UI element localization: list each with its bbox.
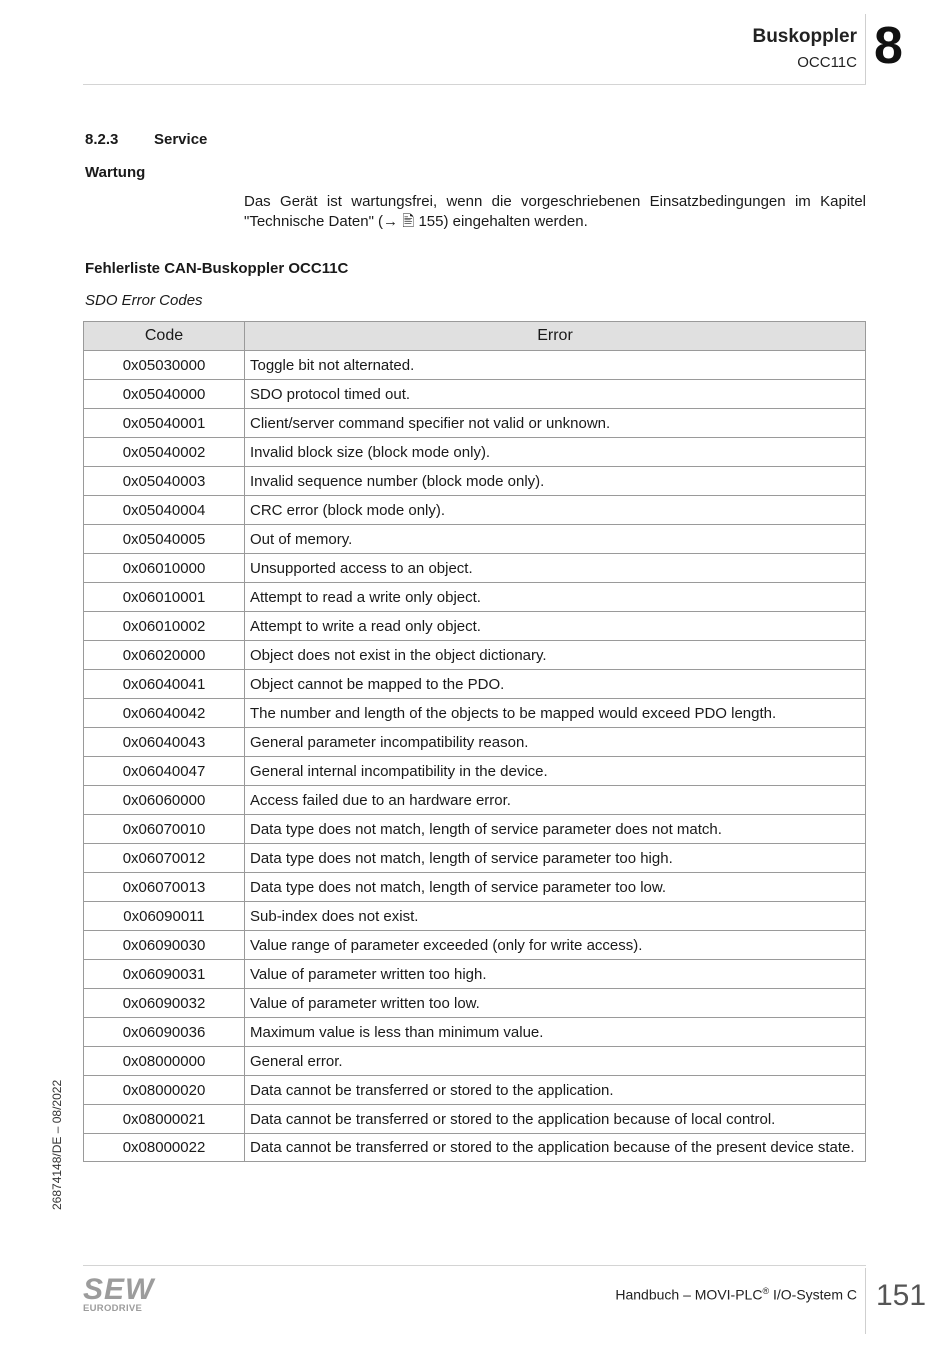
error-code-cell: 0x06040041 [84, 670, 245, 699]
error-code-cell: 0x08000021 [84, 1105, 245, 1134]
table-body [84, 351, 866, 1162]
wartung-heading: Wartung [85, 164, 146, 181]
document-id: 26874148/DE – 08/2022 [50, 1079, 64, 1210]
table-row [84, 496, 866, 525]
error-code-cell: 0x08000022 [84, 1134, 245, 1162]
table-row [84, 612, 866, 641]
page-number: 151 [876, 1279, 927, 1312]
chapter-number: 8 [874, 17, 903, 75]
error-description-cell: Data type does not match, length of service parameter too low. [245, 873, 866, 902]
error-code-cell: 0x06070010 [84, 815, 245, 844]
table-row [84, 786, 866, 815]
error-description-cell: Maximum value is less than minimum value. [245, 1018, 866, 1047]
sdo-error-table [83, 321, 866, 1162]
error-description-cell: Unsupported access to an object. [245, 554, 866, 583]
error-description-cell: Attempt to write a read only object. [245, 612, 866, 641]
error-code-cell: 0x06040042 [84, 699, 245, 728]
error-code-cell: 0x05040005 [84, 525, 245, 554]
error-code-cell: 0x06070012 [84, 844, 245, 873]
table-row [84, 554, 866, 583]
table-row [84, 1105, 866, 1134]
table-row [84, 728, 866, 757]
error-description-cell: Data type does not match, length of service parameter too high. [245, 844, 866, 873]
error-code-cell: 0x06020000 [84, 641, 245, 670]
section-title: Service [154, 131, 208, 148]
table-row [84, 1047, 866, 1076]
error-description-cell: Out of memory. [245, 525, 866, 554]
header-title: Buskoppler [752, 26, 857, 47]
table-row [84, 438, 866, 467]
table-header-row [84, 322, 866, 351]
error-description-cell: CRC error (block mode only). [245, 496, 866, 525]
error-description-cell: Data cannot be transferred or stored to the application because of the present device state. [245, 1134, 866, 1162]
error-description-cell: Sub-index does not exist. [245, 902, 866, 931]
error-code-cell: 0x06040047 [84, 757, 245, 786]
error-code-cell: 0x06010000 [84, 554, 245, 583]
error-description-cell: Client/server command specifier not valid or unknown. [245, 409, 866, 438]
table-row [84, 1076, 866, 1105]
table-row [84, 380, 866, 409]
error-description-cell: Value of parameter written too low. [245, 989, 866, 1018]
error-code-cell: 0x06060000 [84, 786, 245, 815]
footer-divider-vertical [865, 1268, 866, 1334]
footer-text [615, 1286, 857, 1303]
header-divider [83, 84, 866, 85]
table-row [84, 467, 866, 496]
registered-mark: ® [762, 1286, 770, 1296]
table-row [84, 989, 866, 1018]
error-code-cell: 0x06090030 [84, 931, 245, 960]
footer-text-main: Handbuch – MOVI-PLC [615, 1286, 763, 1303]
error-description-cell: Toggle bit not alternated. [245, 351, 866, 380]
error-code-cell: 0x08000020 [84, 1076, 245, 1105]
error-description-cell: Attempt to read a write only object. [245, 583, 866, 612]
error-description-cell: Data cannot be transferred or stored to the application. [245, 1076, 866, 1105]
table-row [84, 670, 866, 699]
table-row [84, 699, 866, 728]
logo-sub-text: EURODRIVE [83, 1303, 143, 1314]
footer-text-suffix: I/O-System C [769, 1286, 857, 1303]
error-code-cell: 0x05040004 [84, 496, 245, 525]
table-row [84, 902, 866, 931]
table-row [84, 1134, 866, 1162]
section-number: 8.2.3 [85, 131, 119, 148]
errorlist-subheading: SDO Error Codes [85, 292, 203, 309]
sew-eurodrive-logo [83, 1273, 155, 1316]
error-description-cell: Invalid sequence number (block mode only). [245, 467, 866, 496]
error-description-cell: General error. [245, 1047, 866, 1076]
table-row [84, 641, 866, 670]
error-description-cell: Access failed due to an hardware error. [245, 786, 866, 815]
error-code-cell: 0x05040003 [84, 467, 245, 496]
error-code-cell: 0x05030000 [84, 351, 245, 380]
error-description-cell: Value range of parameter exceeded (only for write access). [245, 931, 866, 960]
table-row [84, 873, 866, 902]
error-description-cell: General parameter incompatibility reason. [245, 728, 866, 757]
table-row [84, 815, 866, 844]
table-row [84, 351, 866, 380]
column-header-error: Error [245, 322, 866, 351]
error-code-cell: 0x05040000 [84, 380, 245, 409]
error-description-cell: General internal incompatibility in the device. [245, 757, 866, 786]
table-row [84, 583, 866, 612]
table-row [84, 757, 866, 786]
error-description-cell: Object cannot be mapped to the PDO. [245, 670, 866, 699]
header-subtitle: OCC11C [797, 54, 857, 71]
error-description-cell: The number and length of the objects to be mapped would exceed PDO length. [245, 699, 866, 728]
error-code-cell: 0x06010002 [84, 612, 245, 641]
error-description-cell: Object does not exist in the object dictionary. [245, 641, 866, 670]
table-row [84, 931, 866, 960]
table-row [84, 844, 866, 873]
header-divider-vertical [865, 14, 866, 84]
error-description-cell: SDO protocol timed out. [245, 380, 866, 409]
footer-divider [83, 1265, 866, 1266]
table-row [84, 525, 866, 554]
logo-main-text: SEW [83, 1273, 155, 1306]
error-code-cell: 0x06010001 [84, 583, 245, 612]
error-code-cell: 0x06090031 [84, 960, 245, 989]
table-row [84, 960, 866, 989]
error-description-cell: Invalid block size (block mode only). [245, 438, 866, 467]
error-code-cell: 0x06070013 [84, 873, 245, 902]
errorlist-heading: Fehlerliste CAN-Buskoppler OCC11C [85, 260, 349, 277]
error-description-cell: Data type does not match, length of service parameter does not match. [245, 815, 866, 844]
error-code-cell: 0x05040002 [84, 438, 245, 467]
table-row [84, 409, 866, 438]
error-description-cell: Data cannot be transferred or stored to the application because of local control. [245, 1105, 866, 1134]
column-header-code: Code [84, 322, 245, 351]
error-code-cell: 0x06090011 [84, 902, 245, 931]
error-code-cell: 0x06090032 [84, 989, 245, 1018]
error-code-cell: 0x06090036 [84, 1018, 245, 1047]
table-row [84, 1018, 866, 1047]
wartung-text: Das Gerät ist wartungsfrei, wenn die vorgeschriebenen Einsatzbedingungen im Kapitel "Technische Daten" (→ 🖹 155) eingehalten werden. [244, 193, 866, 230]
error-code-cell: 0x05040001 [84, 409, 245, 438]
error-description-cell: Value of parameter written too high. [245, 960, 866, 989]
error-code-cell: 0x08000000 [84, 1047, 245, 1076]
error-code-cell: 0x06040043 [84, 728, 245, 757]
